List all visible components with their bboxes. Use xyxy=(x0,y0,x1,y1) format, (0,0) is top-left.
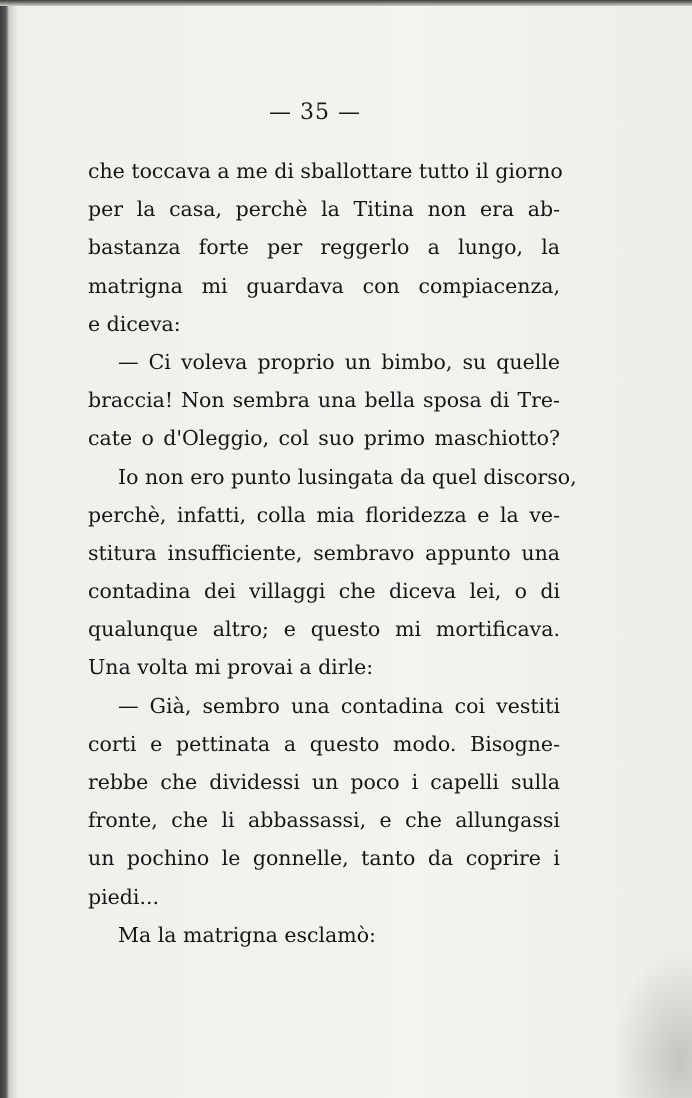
text-line: braccia! Non sembra una bella sposa di Tre- xyxy=(88,388,560,413)
text-line: perchè, infatti, colla mia floridezza e la ve- xyxy=(88,502,560,527)
text-line: Io non ero punto lusingata da quel discorso, xyxy=(118,464,577,489)
text-line: matrigna mi guardava con compiacenza, xyxy=(88,273,560,298)
text-line: qualunque altro; e questo mi mortificava. xyxy=(88,617,560,642)
text-line: e diceva: xyxy=(88,311,181,336)
text-line: contadina dei villaggi che diceva lei, o di xyxy=(88,579,560,604)
text-line: stitura insufficiente, sembravo appunto una xyxy=(88,540,560,565)
text-line: bastanza forte per reggerlo a lungo, la xyxy=(88,235,560,260)
text-line: — Ci voleva proprio un bimbo, su quelle xyxy=(118,349,560,374)
text-line: corti e pettinata a questo modo. Bisogne- xyxy=(88,731,560,756)
body-text xyxy=(88,152,577,954)
text-line: per la casa, perchè la Titina non era ab- xyxy=(88,197,560,222)
text-line: che toccava a me di sballottare tutto il giorno xyxy=(88,159,563,183)
text-line: rebbe che dividessi un poco i capelli sulla xyxy=(88,770,560,794)
paper-stain xyxy=(612,948,692,1098)
page-edge xyxy=(0,0,692,6)
text-line: piedi... xyxy=(88,884,160,909)
text-line: cate o d'Oleggio, col suo primo maschiotto? xyxy=(88,426,560,451)
text-line: un pochino le gonnelle, tanto da coprire i xyxy=(88,846,560,871)
text-line: Una volta mi provai a dirle: xyxy=(88,655,374,680)
text-line: fronte, che li abbassassi, e che allungassi xyxy=(88,808,560,833)
page-number: — 35 — xyxy=(269,100,361,125)
text-line: — Già, sembro una contadina coi vestiti xyxy=(118,693,560,718)
text-line: Ma la matrigna esclamò: xyxy=(118,922,376,947)
